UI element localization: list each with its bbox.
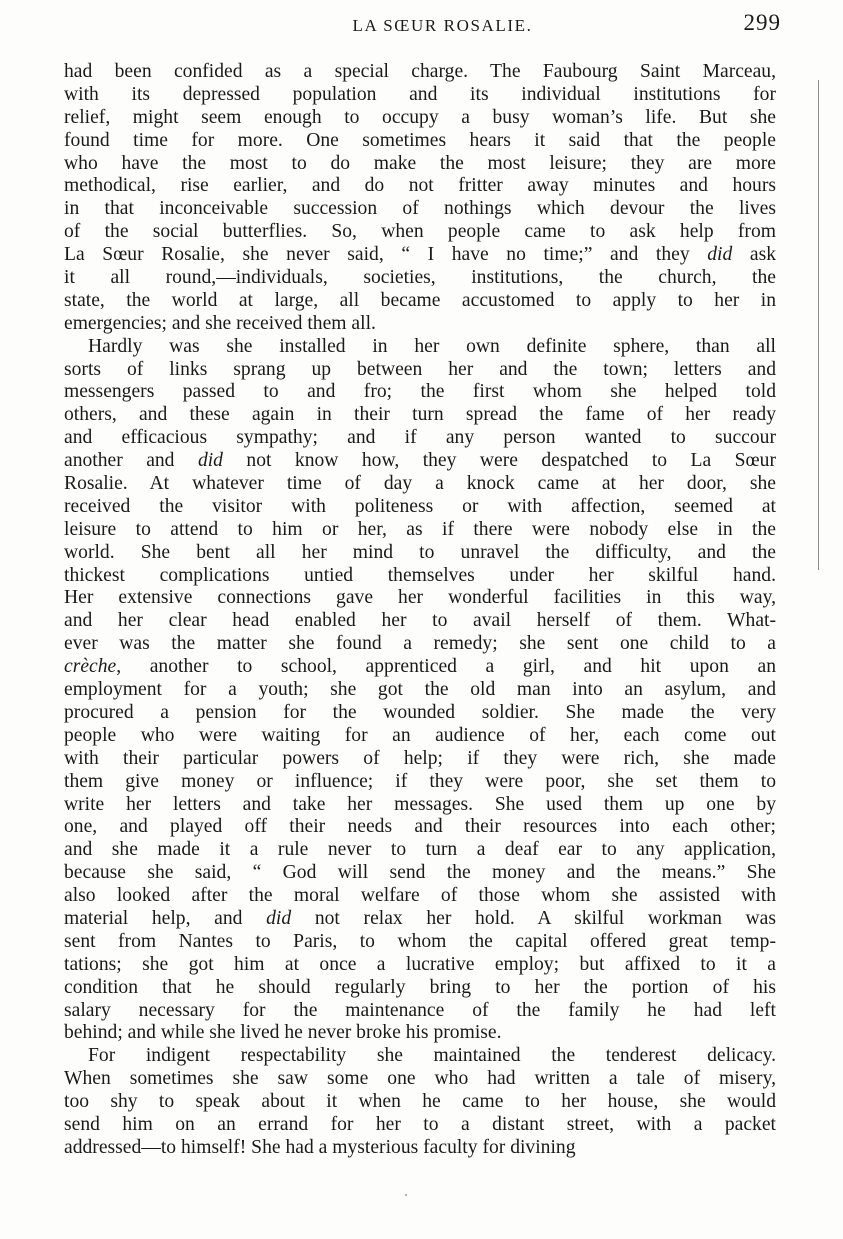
text-line: others, and these again in their turn spread the fame of her ready bbox=[64, 404, 776, 426]
text-line: because she said, “ God will send the money and the means.” She bbox=[64, 862, 776, 884]
text-line: write her letters and take her messages. She used them up one by bbox=[64, 793, 776, 815]
page-number: 299 bbox=[743, 10, 781, 35]
text-line: state, the world at large, all became accustomed to apply to her in bbox=[64, 289, 776, 311]
text-line: send him on an errand for her to a distant street, with a packet bbox=[64, 1113, 776, 1135]
text-line: For indigent respectability she maintained the tenderest delicacy. bbox=[88, 1045, 776, 1067]
text-line: found time for more. One sometimes hears it said that the people bbox=[64, 129, 776, 151]
running-head bbox=[64, 10, 781, 40]
text-line: methodical, rise earlier, and do not fritter away minutes and hours bbox=[64, 175, 776, 197]
text-line: tations; she got him at once a lucrative employ; but affixed to it a bbox=[64, 953, 776, 975]
text-line: had been confided as a special charge. The Faubourg Saint Marceau, bbox=[64, 61, 776, 82]
text-line: and she made it a rule never to turn a deaf ear to any application, bbox=[64, 839, 776, 861]
text-line: leisure to attend to him or her, as if there were nobody else in the bbox=[64, 518, 776, 540]
text-line: them give money or influence; if they were poor, she set them to bbox=[64, 770, 776, 792]
text-line: sent from Nantes to Paris, to whom the capital offered great temp- bbox=[64, 930, 776, 952]
text-line: received the visitor with politeness or with affection, seemed at bbox=[64, 495, 776, 517]
running-head-title: LA SŒUR ROSALIE. bbox=[352, 16, 533, 35]
text-line: procured a pension for the wounded soldier. She made the very bbox=[64, 701, 776, 723]
text-line: ever was the matter she found a remedy; she sent one child to a bbox=[64, 633, 776, 655]
text-line: material help, and did not relax her hold. A skilful workman was bbox=[64, 907, 777, 929]
text-line: addressed—to himself! She had a mysterious faculty for divining bbox=[64, 1136, 576, 1158]
text-line: world. She bent all her mind to unravel the difficulty, and the bbox=[64, 541, 776, 563]
text-line: of the social butterflies. So, when people came to ask help from bbox=[64, 221, 776, 243]
text-line: with their particular powers of help; if they were rich, she made bbox=[64, 747, 776, 769]
text-line: Her extensive connections gave her wonderful facilities in this way, bbox=[64, 587, 776, 609]
paragraph bbox=[64, 336, 776, 1046]
text-line: Rosalie. At whatever time of day a knock came at her door, she bbox=[64, 473, 776, 495]
text-line: too shy to speak about it when he came to her house, she would bbox=[64, 1091, 776, 1113]
margin-rule bbox=[818, 80, 819, 570]
text-line: it all round,—individuals, societies, institutions, the church, the bbox=[64, 267, 776, 289]
text-line: employment for a youth; she got the old man into an asylum, and bbox=[64, 679, 776, 701]
body-text bbox=[64, 61, 776, 1160]
text-line: condition that he should regularly bring to her the portion of his bbox=[64, 976, 776, 998]
print-mark bbox=[405, 1194, 407, 1196]
text-line: another and did not know how, they were despatched to La Sœur bbox=[64, 450, 777, 472]
text-line: crèche, another to school, apprenticed a girl, and hit upon an bbox=[64, 656, 776, 678]
text-line: who have the most to do make the most leisure; they are more bbox=[64, 152, 776, 174]
text-line: When sometimes she saw some one who had written a tale of misery, bbox=[64, 1068, 776, 1090]
text-line: thickest complications untied themselves under her skilful hand. bbox=[64, 564, 776, 586]
text-line: messengers passed to and fro; the first whom she helped told bbox=[64, 381, 776, 403]
text-line: one, and played off their needs and their resources into each other; bbox=[64, 816, 776, 838]
text-line: in that inconceivable succession of nothings which devour the lives bbox=[64, 198, 776, 220]
text-line: people who were waiting for an audience of her, each come out bbox=[64, 724, 776, 746]
paragraph bbox=[64, 1045, 776, 1159]
text-line: and efficacious sympathy; and if any person wanted to succour bbox=[64, 427, 776, 449]
text-line: relief, might seem enough to occupy a busy woman’s life. But she bbox=[64, 106, 776, 128]
text-line: also looked after the moral welfare of those whom she assisted with bbox=[64, 885, 776, 907]
text-line: sorts of links sprang up between her and the town; letters and bbox=[64, 358, 776, 380]
text-line: with its depressed population and its individual institutions for bbox=[64, 83, 776, 105]
text-line: salary necessary for the maintenance of the family he had left bbox=[64, 999, 776, 1021]
text-line: La Sœur Rosalie, she never said, “ I have no time;” and they did ask bbox=[64, 244, 776, 266]
paragraph bbox=[64, 61, 776, 336]
text-line: emergencies; and she received them all. bbox=[64, 312, 376, 334]
text-line: Hardly was she installed in her own definite sphere, than all bbox=[88, 335, 776, 357]
text-line: behind; and while she lived he never broke his promise. bbox=[64, 1022, 502, 1044]
text-line: and her clear head enabled her to avail herself of them. What- bbox=[64, 610, 776, 632]
